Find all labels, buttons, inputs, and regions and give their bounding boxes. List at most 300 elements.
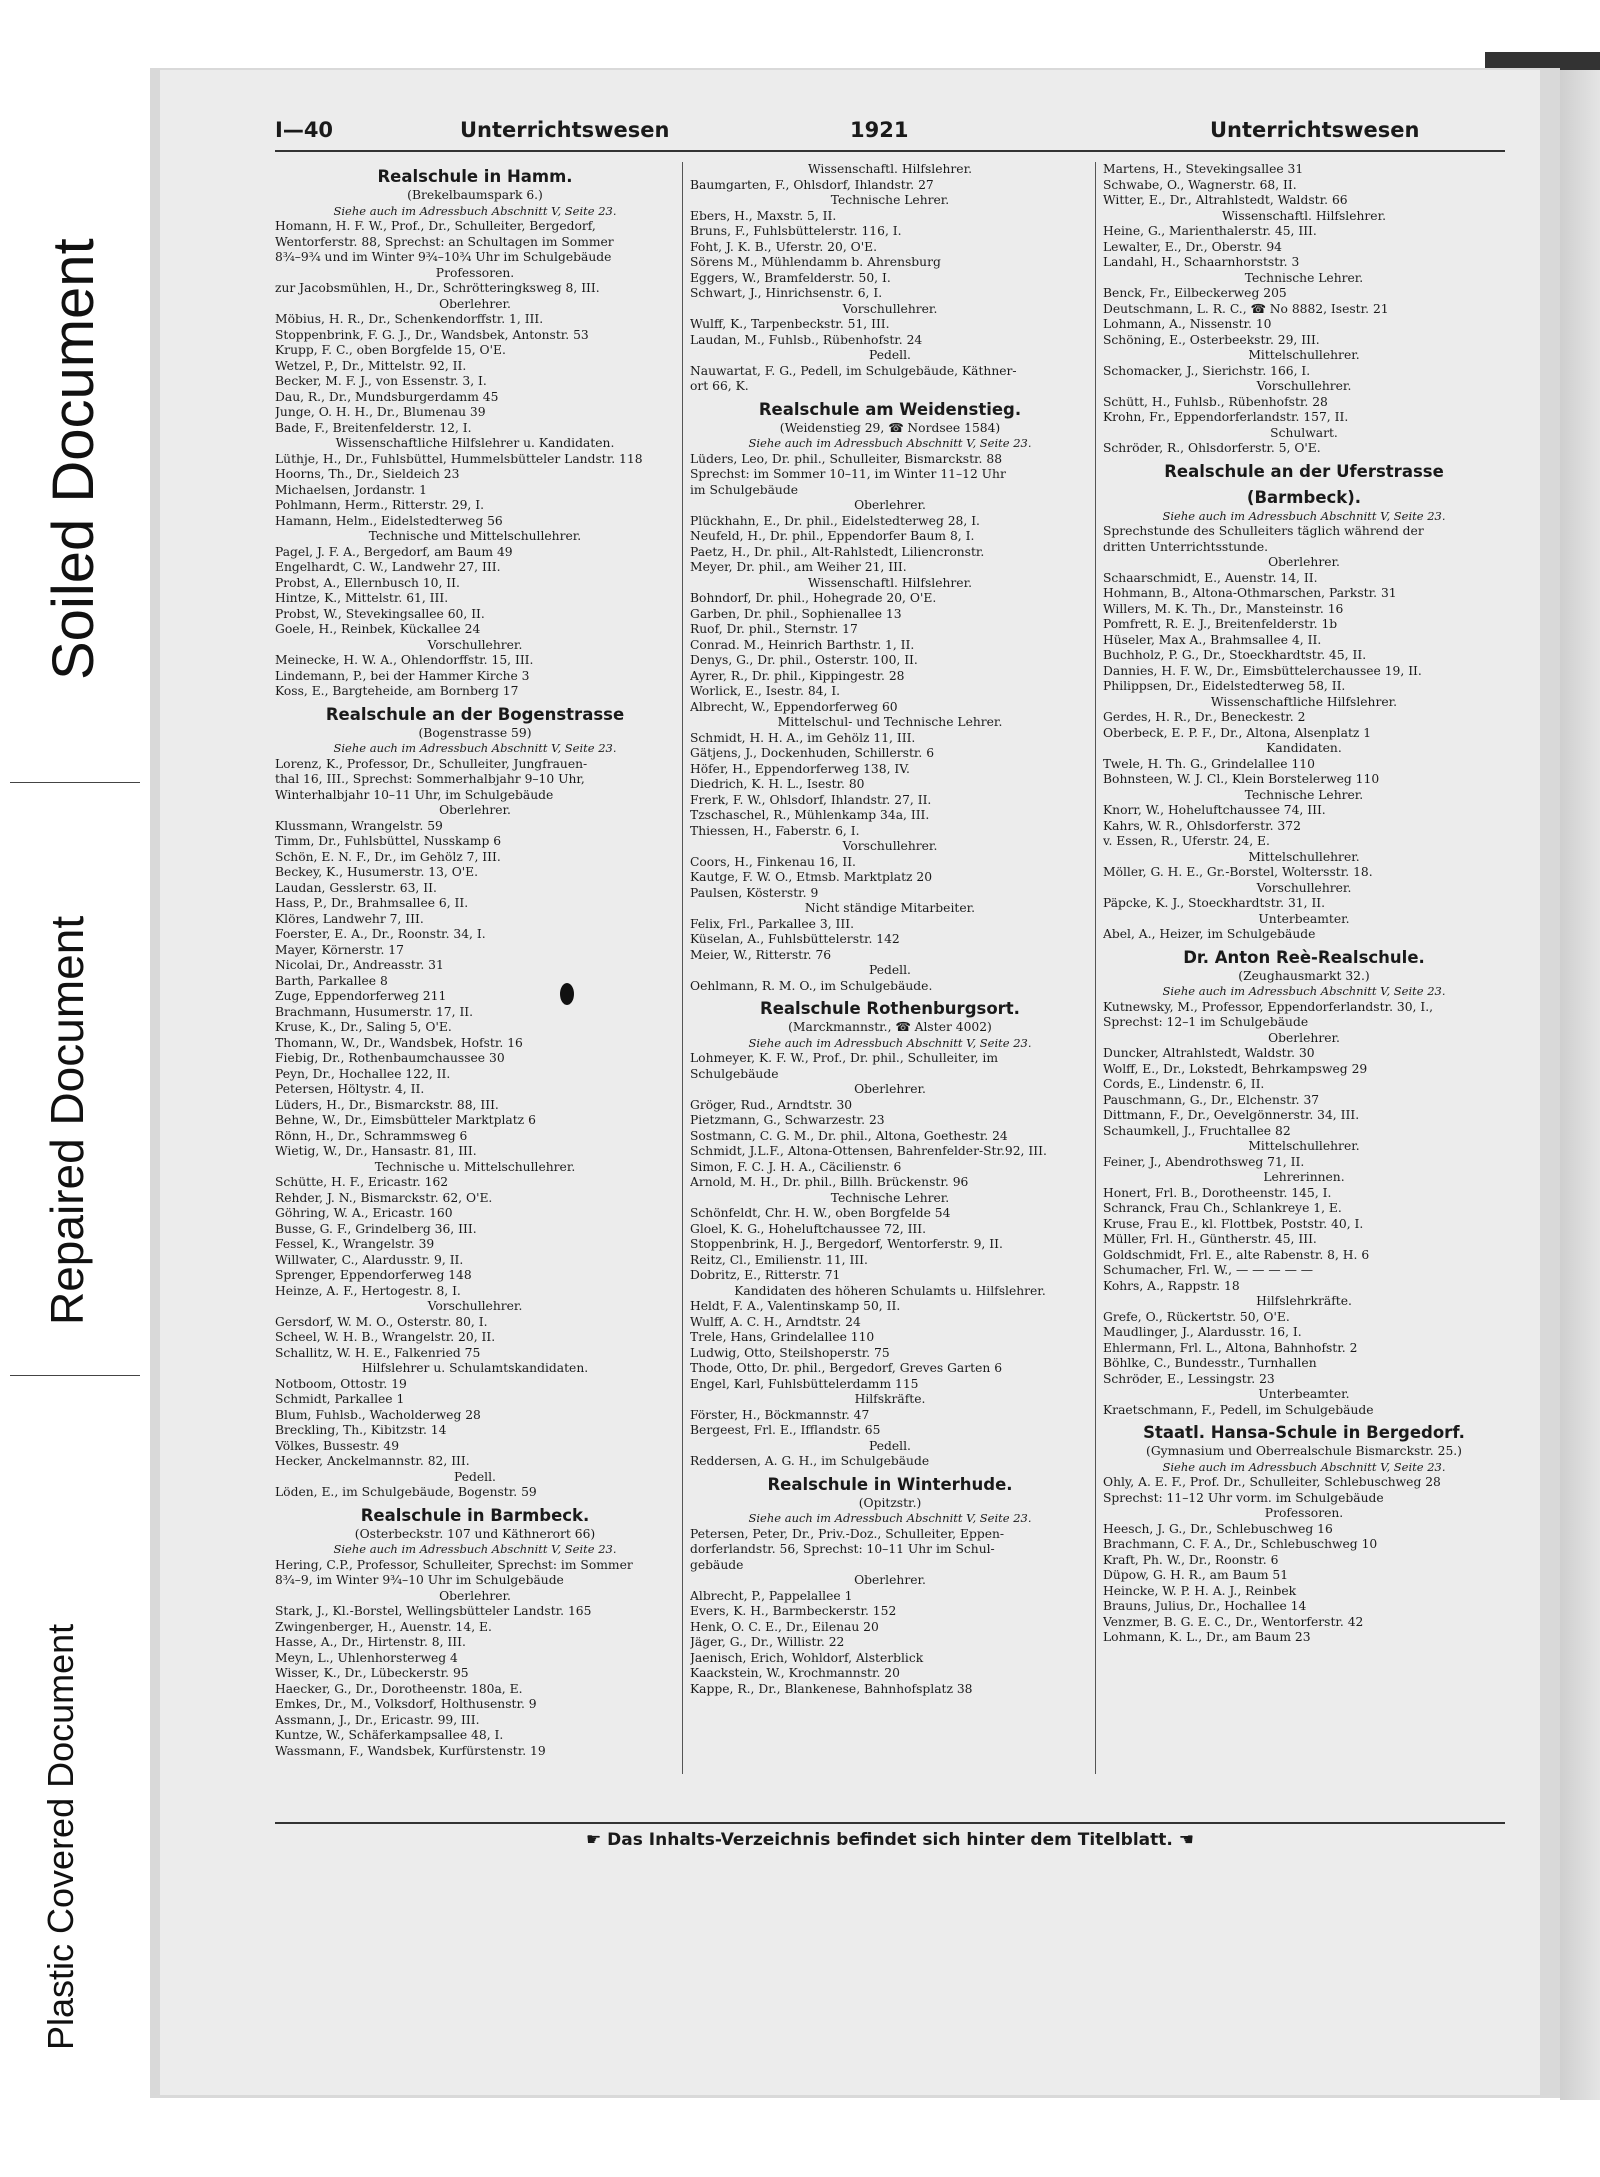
directory-entry: Schaarschmidt, E., Auenstr. 14, II. — [1103, 570, 1318, 585]
directory-entry: Wietig, W., Dr., Hansastr. 81, III. — [275, 1144, 477, 1158]
running-title-right: Unterrichtswesen — [1210, 118, 1420, 142]
directory-entry: Behne, W., Dr., Eimsbütteler Marktplatz 6 — [275, 1113, 536, 1127]
directory-entry: Lewalter, E., Dr., Oberstr. 94 — [1103, 239, 1282, 254]
directory-entry: Schranck, Frau Ch., Schlankreye 1, E. — [1103, 1201, 1342, 1215]
directory-entry: Witter, E., Dr., Altrahlstedt, Waldstr. 66 — [1103, 193, 1348, 207]
category-heading: Wissenschaftl. Hilfslehrer. — [807, 162, 973, 176]
directory-entry: Krupp, F. C., oben Borgfelde 15, O'E. — [275, 343, 506, 357]
directory-entry: Stark, J., Kl.-Borstel, Wellingsbütteler Landstr. 165 — [275, 1604, 592, 1618]
directory-entry: Pietzmann, G., Schwarzestr. 23 — [690, 1113, 885, 1127]
directory-entry: Klussmann, Wrangelstr. 59 — [275, 818, 443, 833]
directory-entry: Garben, Dr. phil., Sophienallee 13 — [690, 606, 902, 621]
directory-entry: Höfer, H., Eppendorferweg 138, IV. — [690, 761, 910, 776]
section-address: (Marckmannstr., ☎ Alster 4002) — [788, 1020, 992, 1034]
directory-entry: Klöres, Landwehr 7, III. — [275, 911, 424, 926]
running-head — [275, 112, 1505, 152]
directory-entry: Kautge, F. W. O., Etmsb. Marktplatz 20 — [690, 870, 933, 884]
directory-entry: Düpow, G. H. R., am Baum 51 — [1103, 1568, 1289, 1582]
category-heading: Wissenschaftliche Hilfslehrer. — [1210, 694, 1398, 709]
plastic-covered-document-label: Plastic Covered Document — [40, 1623, 81, 2050]
directory-entry: Kruse, K., Dr., Saling 5, O'E. — [275, 1020, 452, 1034]
directory-entry: Lüthje, H., Dr., Fuhlsbüttel, Hummelsbütteler Landstr. 118 — [275, 451, 643, 466]
directory-entry: Willers, M. K. Th., Dr., Mansteinstr. 16 — [1103, 601, 1344, 616]
directory-entry: Lorenz, K., Professor, Dr., Schulleiter, Jungfrauen- — [275, 756, 588, 771]
directory-entry: Rönn, H., Dr., Schrammsweg 6 — [275, 1128, 468, 1143]
category-heading: Unterbeamter. — [1258, 1387, 1350, 1401]
directory-entry: Wentorferstr. 88, Sprechst: an Schultagen im Sommer — [275, 234, 614, 249]
section-heading: (Barmbeck). — [1246, 487, 1362, 507]
category-heading: Pedell. — [869, 963, 911, 977]
directory-entry: 8¾–9¾ und im Winter 9¾–10¾ Uhr im Schulgebäude — [275, 250, 612, 264]
directory-entry: Ohly, A. E. F., Prof. Dr., Schulleiter, Schlebuschweg 28 — [1103, 1475, 1441, 1489]
directory-entry: Schröder, R., Ohlsdorferstr. 5, O'E. — [1103, 441, 1321, 455]
directory-entry: Heine, G., Marienthalerstr. 45, III. — [1103, 224, 1317, 238]
directory-entry: Fessel, K., Wrangelstr. 39 — [275, 1237, 435, 1251]
directory-entry: Probst, A., Ellernbusch 10, II. — [275, 575, 460, 590]
directory-page — [160, 70, 1540, 2095]
directory-entry: Assmann, J., Dr., Ericastr. 99, III. — [275, 1712, 480, 1727]
directory-entry: dritten Unterrichtsstunde. — [1103, 539, 1269, 554]
directory-entry: Reitz, Cl., Emilienstr. 11, III. — [690, 1252, 868, 1267]
category-heading: Mittelschullehrer. — [1248, 849, 1360, 864]
directory-entry: Engel, Karl, Fuhlsbüttelerdamm 115 — [690, 1376, 919, 1391]
directory-entry: Meinecke, H. W. A., Ohlendorffstr. 15, III. — [275, 653, 534, 667]
directory-entry: Brachmann, C. F. A., Dr., Schlebuschweg 10 — [1103, 1537, 1378, 1551]
directory-entry: Meier, W., Ritterstr. 76 — [690, 947, 832, 962]
directory-entry: Haecker, G., Dr., Dorotheenstr. 180a, E. — [275, 1681, 523, 1696]
directory-entry: Hass, P., Dr., Brahmsallee 6, II. — [275, 896, 469, 910]
section-address: (Gymnasium und Oberrealschule Bismarckstr. 25.) — [1146, 1444, 1462, 1458]
directory-entry: Lohmeyer, K. F. W., Prof., Dr. phil., Schulleiter, im — [690, 1051, 999, 1065]
directory-entry: Becker, M. F. J., von Essenstr. 3, I. — [275, 374, 487, 388]
directory-entry: Kaackstein, W., Krochmannstr. 20 — [690, 1666, 900, 1680]
directory-entry: Möbius, H. R., Dr., Schenkendorffstr. 1, III. — [275, 312, 544, 326]
directory-entry: Goldschmidt, Frl. E., alte Rabenstr. 8, H. 6 — [1103, 1247, 1370, 1262]
reference-note: Siehe auch im Adressbuch Abschnitt V, Seite 23. — [1162, 508, 1446, 523]
directory-entry: Schwart, J., Hinrichsenstr. 6, I. — [690, 286, 883, 300]
directory-entry: Lohmann, A., Nissenstr. 10 — [1103, 317, 1272, 331]
category-heading: Technische Lehrer. — [830, 193, 950, 207]
category-heading: Wissenschaftliche Hilfslehrer u. Kandidaten. — [335, 436, 615, 450]
directory-entry: Löden, E., im Schulgebäude, Bogenstr. 59 — [275, 1485, 537, 1499]
column-3 — [1103, 162, 1505, 1646]
ink-blot — [560, 983, 574, 1005]
directory-entry: Wulff, A. C. H., Arndtstr. 24 — [690, 1314, 861, 1329]
directory-entry: Sprechst: 12–1 im Schulgebäude — [1103, 1015, 1309, 1029]
directory-entry: Grefe, O., Rückertstr. 50, O'E. — [1103, 1309, 1290, 1324]
directory-entry: Lüders, H., Dr., Bismarckstr. 88, III. — [275, 1097, 499, 1112]
directory-entry: Thode, Otto, Dr. phil., Bergedorf, Greves Garten 6 — [690, 1361, 1003, 1375]
directory-entry: Probst, W., Stevekingsallee 60, II. — [275, 606, 485, 621]
directory-entry: Bruns, F., Fuhlsbüttelerstr. 116, I. — [690, 224, 902, 238]
category-heading: Wissenschaftl. Hilfslehrer. — [807, 575, 973, 590]
directory-entry: Hecker, Anckelmannstr. 82, III. — [275, 1454, 470, 1468]
directory-entry: Thiessen, H., Faberstr. 6, I. — [690, 823, 860, 838]
directory-entry: Schönfeldt, Chr. H. W., oben Borgfelde 54 — [690, 1206, 951, 1220]
directory-entry: Schulgebäude — [690, 1066, 779, 1081]
directory-entry: Barth, Parkallee 8 — [275, 973, 388, 988]
category-heading: Technische Lehrer. — [1244, 787, 1364, 802]
directory-entry: Schallitz, W. H. E., Falkenried 75 — [275, 1345, 481, 1360]
category-heading: Oberlehrer. — [439, 803, 511, 817]
directory-entry: Landahl, H., Schaarnhorststr. 3 — [1103, 255, 1300, 269]
directory-entry: Koss, E., Bargteheide, am Bornberg 17 — [275, 684, 519, 698]
directory-entry: Schröder, E., Lessingstr. 23 — [1103, 1371, 1275, 1386]
directory-entry: Nicolai, Dr., Andreasstr. 31 — [275, 958, 444, 972]
directory-entry: Schmidt, J.L.F., Altona-Ottensen, Bahrenfelder-Str.92, III. — [690, 1144, 1047, 1158]
directory-entry: Tzschaschel, R., Mühlenkamp 34a, III. — [690, 808, 930, 822]
directory-entry: Ruof, Dr. phil., Sternstr. 17 — [690, 622, 858, 636]
directory-entry: Dau, R., Dr., Mundsburgerdamm 45 — [275, 389, 499, 404]
category-heading: Oberlehrer. — [854, 1082, 926, 1096]
directory-entry: Kohrs, A., Rappstr. 18 — [1103, 1278, 1240, 1293]
category-heading: Technische Lehrer. — [830, 1190, 950, 1205]
category-heading: Vorschullehrer. — [427, 1299, 523, 1313]
running-title-left: Unterrichtswesen — [460, 118, 670, 142]
section-heading: Staatl. Hansa-Schule in Bergedorf. — [1143, 1423, 1465, 1442]
category-heading: Kandidaten. — [1266, 741, 1342, 755]
directory-entry: Pauschmann, G., Dr., Elchenstr. 37 — [1103, 1092, 1320, 1107]
directory-entry: Junge, O. H. H., Dr., Blumenau 39 — [275, 405, 486, 419]
directory-entry: Honert, Frl. B., Dorotheenstr. 145, I. — [1103, 1185, 1332, 1200]
section-address: (Brekelbaumspark 6.) — [407, 188, 543, 202]
directory-entry: Evers, K. H., Barmbeckerstr. 152 — [690, 1604, 897, 1618]
directory-entry: Twele, H. Th. G., Grindelallee 110 — [1103, 756, 1315, 771]
directory-entry: Thomann, W., Dr., Wandsbek, Hofstr. 16 — [275, 1035, 523, 1050]
category-heading: Nicht ständige Mitarbeiter. — [804, 901, 976, 915]
category-heading: Vorschullehrer. — [842, 839, 938, 853]
directory-entry: Paulsen, Kösterstr. 9 — [690, 885, 819, 900]
directory-entry: zur Jacobsmühlen, H., Dr., Schrötteringksweg 8, III. — [275, 281, 600, 295]
section-address: (Zeughausmarkt 32.) — [1238, 968, 1370, 983]
directory-entry: Rehder, J. N., Bismarckstr. 62, O'E. — [275, 1190, 493, 1205]
directory-entry: Sörens M., Mühlendamm b. Ahrensburg — [690, 255, 941, 269]
directory-entry: Kutnewsky, M., Professor, Eppendorferlandstr. 30, I., — [1103, 999, 1434, 1014]
directory-entry: Reddersen, A. G. H., im Schulgebäude — [690, 1454, 930, 1468]
directory-entry: Trele, Hans, Grindelallee 110 — [690, 1330, 875, 1344]
reference-note: Siehe auch im Adressbuch Abschnitt V, Seite 23. — [333, 203, 617, 218]
directory-entry: Peyn, Dr., Hochallee 122, II. — [275, 1066, 451, 1081]
directory-entry: Breckling, Th., Kibitzstr. 14 — [275, 1423, 447, 1437]
directory-entry: Knorr, W., Hoheluftchaussee 74, III. — [1103, 803, 1326, 817]
directory-entry: Eggers, W., Bramfelderstr. 50, I. — [690, 270, 891, 285]
directory-entry: dorferlandstr. 56, Sprechst: 10–11 Uhr im Schul- — [690, 1542, 995, 1556]
directory-entry: Kappe, R., Dr., Blankenese, Bahnhofsplatz 38 — [690, 1681, 973, 1696]
directory-entry: Brauns, Julius, Dr., Hochallee 14 — [1103, 1599, 1307, 1613]
category-heading: Mittelschullehrer. — [1248, 348, 1360, 362]
directory-entry: Schwabe, O., Wagnerstr. 68, II. — [1103, 177, 1297, 192]
year: 1921 — [850, 118, 909, 142]
directory-entry: Duncker, Altrahlstedt, Waldstr. 30 — [1103, 1046, 1315, 1060]
category-heading: Schulwart. — [1270, 425, 1338, 440]
section-address: (Osterbeckstr. 107 und Käthnerort 66) — [354, 1526, 596, 1541]
reference-note: Siehe auch im Adressbuch Abschnitt V, Seite 23. — [333, 1542, 617, 1556]
directory-entry: Schön, E. N. F., Dr., im Gehölz 7, III. — [275, 849, 501, 864]
directory-entry: Wisser, K., Dr., Lübeckerstr. 95 — [275, 1666, 469, 1680]
directory-entry: Worlick, E., Isestr. 84, I. — [690, 684, 841, 698]
directory-entry: Wetzel, P., Dr., Mittelstr. 92, II. — [275, 358, 467, 373]
directory-entry: Hering, C.P., Professor, Schulleiter, Sprechst: im Sommer — [275, 1557, 633, 1572]
directory-entry: Krohn, Fr., Eppendorferlandstr. 157, II. — [1103, 410, 1349, 424]
directory-entry: 8¾–9, im Winter 9¾–10 Uhr im Schulgebäude — [275, 1573, 564, 1587]
directory-entry: Böhlke, C., Bundesstr., Turnhallen — [1103, 1356, 1317, 1370]
directory-entry: Foerster, E. A., Dr., Roonstr. 34, I. — [275, 927, 486, 941]
directory-entry: ort 66, K. — [690, 379, 749, 393]
label-separator — [10, 1375, 140, 1376]
directory-entry: Oberbeck, E. P. F., Dr., Altona, Alsenplatz 1 — [1103, 725, 1372, 740]
directory-entry: Timm, Dr., Fuhlsbüttel, Nusskamp 6 — [275, 834, 502, 848]
directory-entry: Feiner, J., Abendrothsweg 71, II. — [1103, 1154, 1305, 1169]
category-heading: Professoren. — [1264, 1506, 1344, 1520]
category-heading: Oberlehrer. — [439, 296, 511, 311]
directory-entry: Bergeest, Frl. E., Ifflandstr. 65 — [690, 1423, 881, 1437]
directory-entry: Sprechst: 11–12 Uhr vorm. im Schulgebäude — [1103, 1490, 1384, 1505]
directory-entry: Denys, G., Dr. phil., Osterstr. 100, II. — [690, 653, 918, 667]
directory-entry: Philippsen, Dr., Eidelstedterweg 58, II. — [1103, 679, 1346, 693]
directory-entry: Buchholz, P. G., Dr., Stoeckhardtstr. 45, II. — [1103, 648, 1367, 662]
directory-entry: Sprechst: im Sommer 10–11, im Winter 11–12 Uhr — [690, 467, 1006, 481]
directory-entry: Pohlmann, Herm., Ritterstr. 29, I. — [275, 498, 485, 512]
directory-entry: Heincke, W. P. H. A. J., Reinbek — [1103, 1583, 1297, 1598]
directory-entry: Ebers, H., Maxstr. 5, II. — [690, 208, 837, 223]
directory-entry: Hamann, Helm., Eidelstedterweg 56 — [275, 513, 503, 528]
directory-entry: Jäger, G., Dr., Willistr. 22 — [690, 1635, 845, 1649]
category-heading: Pedell. — [869, 1438, 911, 1453]
category-heading: Wissenschaftl. Hilfslehrer. — [1221, 208, 1387, 223]
directory-entry: Albrecht, W., Eppendorferweg 60 — [690, 699, 898, 714]
reference-note: Siehe auch im Adressbuch Abschnitt V, Seite 23. — [1162, 1459, 1446, 1474]
category-heading: Oberlehrer. — [1268, 1030, 1340, 1045]
section-heading: Dr. Anton Reè-Realschule. — [1183, 947, 1425, 967]
section-heading: Realschule am Weidenstieg. — [758, 399, 1022, 419]
directory-entry: Benck, Fr., Eilbeckerweg 205 — [1103, 286, 1287, 300]
directory-entry: Bade, F., Breitenfelderstr. 12, I. — [275, 420, 472, 435]
directory-entry: im Schulgebäude — [690, 482, 799, 497]
directory-entry: Schmidt, H. H. A., im Gehölz 11, III. — [690, 730, 916, 745]
category-heading: Pedell. — [869, 348, 911, 362]
directory-entry: Felix, Frl., Parkallee 3, III. — [690, 916, 854, 931]
directory-entry: Brachmann, Husumerstr. 17, II. — [275, 1004, 474, 1019]
directory-entry: Nauwartat, F. G., Pedell, im Schulgebäude, Käthner- — [690, 363, 1017, 378]
directory-entry: Sprenger, Eppendorferweg 148 — [275, 1268, 472, 1282]
directory-entry: Schaumkell, J., Fruchtallee 82 — [1103, 1123, 1291, 1138]
directory-entry: Ayrer, R., Dr. phil., Kippingestr. 28 — [690, 668, 905, 683]
directory-entry: Möller, G. H. E., Gr.-Borstel, Woltersstr. 18. — [1103, 865, 1373, 879]
directory-entry: Arnold, M. H., Dr. phil., Billh. Brückenstr. 96 — [690, 1175, 969, 1189]
directory-entry: Hohmann, B., Altona-Othmarschen, Parkstr. 31 — [1103, 586, 1397, 600]
directory-entry: Hasse, A., Dr., Hirtenstr. 8, III. — [275, 1635, 466, 1649]
category-heading: Mittelschullehrer. — [1248, 1139, 1360, 1153]
reference-note: Siehe auch im Adressbuch Abschnitt V, Seite 23. — [748, 436, 1032, 450]
directory-entry: Diedrich, K. H. L., Isestr. 80 — [690, 777, 865, 791]
directory-entry: Gloel, K. G., Hoheluftchaussee 72, III. — [690, 1221, 927, 1236]
directory-entry: Emkes, Dr., M., Volksdorf, Holthusenstr. 9 — [275, 1697, 537, 1711]
category-heading: Vorschullehrer. — [1256, 880, 1352, 895]
directory-entry: Scheel, W. H. B., Wrangelstr. 20, II. — [275, 1330, 496, 1344]
directory-entry: Lindemann, P., bei der Hammer Kirche 3 — [275, 668, 530, 683]
category-heading: Mittelschul- und Technische Lehrer. — [777, 715, 1003, 729]
directory-entry: Jaenisch, Erich, Wohldorf, Alsterblick — [690, 1650, 924, 1665]
directory-entry: Heldt, F. A., Valentinskamp 50, II. — [690, 1299, 901, 1313]
directory-entry: Gersdorf, W. M. O., Osterstr. 80, I. — [275, 1314, 488, 1329]
directory-entry: Albrecht, P., Pappelallee 1 — [690, 1588, 853, 1603]
category-heading: Technische u. Mittelschullehrer. — [374, 1159, 576, 1174]
directory-entry: Wassmann, F., Wandsbek, Kurfürstenstr. 19 — [275, 1743, 546, 1758]
section-heading: Realschule in Hamm. — [377, 167, 573, 186]
directory-entry: Maudlinger, J., Alardusstr. 16, I. — [1103, 1325, 1302, 1339]
directory-entry: Laudan, M., Fuhlsb., Rübenhofstr. 24 — [690, 332, 923, 347]
directory-entry: Lüders, Leo, Dr. phil., Schulleiter, Bismarckstr. 88 — [690, 451, 1003, 466]
page-number: I—40 — [275, 118, 334, 142]
category-heading: Vorschullehrer. — [427, 637, 523, 652]
directory-entry: Pomfrett, R. E. J., Breitenfelderstr. 1b — [1103, 617, 1338, 631]
repaired-document-label: Repaired Document — [41, 915, 93, 1325]
directory-entry: Kraetschmann, F., Pedell, im Schulgebäude — [1103, 1402, 1374, 1417]
section-heading: Realschule an der Uferstrasse — [1164, 461, 1444, 481]
directory-entry: Bohndorf, Dr. phil., Hohegrade 20, O'E. — [690, 591, 937, 605]
directory-entry: Schomacker, J., Sierichstr. 166, I. — [1103, 363, 1311, 378]
section-heading: Realschule in Winterhude. — [767, 1474, 1013, 1494]
directory-entry: Simon, F. C. J. H. A., Cäcilienstr. 6 — [690, 1159, 902, 1174]
category-heading: Unterbeamter. — [1258, 911, 1350, 926]
directory-entry: v. Essen, R., Uferstr. 24, E. — [1103, 834, 1270, 848]
category-heading: Oberlehrer. — [439, 1588, 511, 1603]
directory-entry: Göhring, W. A., Ericastr. 160 — [275, 1206, 453, 1220]
directory-entry: Dobritz, E., Ritterstr. 71 — [690, 1268, 841, 1282]
directory-entry: Frerk, F. W., Ohlsdorf, Ihlandstr. 27, II. — [690, 792, 932, 807]
column-1 — [275, 162, 675, 1759]
category-heading: Hilfslehrer u. Schulamtskandidaten. — [361, 1361, 589, 1375]
directory-entry: Schumacher, Frl. W., — — — — — — [1103, 1263, 1314, 1277]
category-heading: Kandidaten des höheren Schulamts u. Hilfslehrer. — [734, 1283, 1046, 1298]
directory-entry: Blum, Fuhlsb., Wacholderweg 28 — [275, 1407, 481, 1422]
directory-entry: Foht, J. K. B., Uferstr. 20, O'E. — [690, 239, 877, 254]
directory-entry: Küselan, A., Fuhlsbüttelerstr. 142 — [690, 932, 900, 946]
category-heading: Professoren. — [435, 265, 515, 280]
directory-entry: Gätjens, J., Dockenhuden, Schillerstr. 6 — [690, 746, 935, 760]
directory-entry: Dannies, H. F. W., Dr., Eimsbüttelerchaussee 19, II. — [1103, 663, 1422, 678]
directory-entry: Neufeld, H., Dr. phil., Eppendorfer Baum 8, I. — [690, 529, 975, 543]
directory-entry: Fiebig, Dr., Rothenbaumchaussee 30 — [275, 1051, 505, 1065]
directory-entry: Völkes, Bussestr. 49 — [275, 1438, 400, 1453]
directory-entry: Cords, E., Lindenstr. 6, II. — [1103, 1077, 1265, 1091]
directory-entry: Dittmann, F., Dr., Oevelgönnerstr. 34, III. — [1103, 1108, 1360, 1122]
directory-entry: Schütt, H., Fuhlsb., Rübenhofstr. 28 — [1103, 394, 1328, 409]
column-rule — [1095, 162, 1096, 1774]
binding-edge — [1560, 70, 1600, 2100]
directory-entry: Zwingenberger, H., Auenstr. 14, E. — [275, 1619, 492, 1634]
directory-entry: Gröger, Rud., Arndtstr. 30 — [690, 1097, 853, 1112]
reference-note: Siehe auch im Adressbuch Abschnitt V, Seite 23. — [333, 741, 617, 755]
directory-entry: Busse, G. F., Grindelberg 36, III. — [275, 1221, 477, 1236]
category-heading: Oberlehrer. — [854, 1573, 926, 1587]
directory-entry: Engelhardt, C. W., Landwehr 27, III. — [275, 560, 501, 574]
directory-entry: Heesch, J. G., Dr., Schlebuschweg 16 — [1103, 1521, 1333, 1536]
directory-entry: Willwater, C., Alardusstr. 9, II. — [275, 1252, 464, 1267]
directory-entry: Homann, H. F. W., Prof., Dr., Schulleiter, Bergedorf, — [275, 219, 596, 233]
directory-entry: Bohnsteen, W. J. Cl., Klein Borstelerweg 110 — [1103, 772, 1380, 786]
section-address: (Weidenstieg 29, ☎ Nordsee 1584) — [779, 420, 1001, 435]
directory-entry: Mayer, Körnerstr. 17 — [275, 942, 404, 957]
directory-entry: Lohmann, K. L., Dr., am Baum 23 — [1103, 1630, 1311, 1644]
directory-entry: Kuntze, W., Schäferkampsallee 48, I. — [275, 1728, 504, 1742]
directory-entry: Zuge, Eppendorferweg 211 — [275, 989, 447, 1003]
directory-entry: Schmidt, Parkallee 1 — [275, 1392, 405, 1406]
directory-entry: Laudan, Gesslerstr. 63, II. — [275, 880, 437, 895]
label-separator — [10, 782, 140, 783]
category-heading: Technische Lehrer. — [1244, 270, 1364, 285]
directory-entry: Wulff, K., Tarpenbeckstr. 51, III. — [690, 317, 890, 331]
category-heading: Technische und Mittelschullehrer. — [368, 529, 582, 543]
directory-entry: gebäude — [690, 1557, 744, 1572]
directory-entry: Sprechstunde des Schulleiters täglich während der — [1103, 524, 1424, 538]
directory-entry: Kruse, Frau E., kl. Flottbek, Poststr. 40, I. — [1103, 1216, 1364, 1231]
directory-entry: Sostmann, C. G. M., Dr. phil., Altona, Goethestr. 24 — [690, 1128, 1008, 1143]
directory-entry: Goele, H., Reinbek, Kückallee 24 — [275, 622, 481, 636]
reference-note: Siehe auch im Adressbuch Abschnitt V, Seite 23. — [1162, 984, 1446, 998]
directory-entry: Deutschmann, L. R. C., ☎ No 8882, Isestr. 21 — [1103, 301, 1389, 316]
directory-entry: Wolff, E., Dr., Lokstedt, Behrkampsweg 29 — [1103, 1061, 1368, 1076]
directory-entry: Förster, H., Böckmannstr. 47 — [690, 1407, 870, 1422]
directory-entry: Päpcke, K. J., Stoeckhardtstr. 31, II. — [1103, 896, 1326, 910]
column-2 — [690, 162, 1090, 1697]
directory-entry: Kahrs, W. R., Ohlsdorferstr. 372 — [1103, 818, 1301, 833]
section-address: (Bogenstrasse 59) — [418, 725, 532, 740]
directory-entry: Venzmer, B. G. E. C., Dr., Wentorferstr. 42 — [1103, 1614, 1364, 1629]
directory-entry: Winterhalbjahr 10–11 Uhr, im Schulgebäude — [275, 787, 554, 802]
directory-entry: Oehlmann, R. M. O., im Schulgebäude. — [690, 978, 933, 993]
footer-note: ☛ Das Inhalts-Verzeichnis befindet sich hinter dem Titelblatt. ☚ — [586, 1830, 1194, 1850]
directory-entry: Ludwig, Otto, Steilshoperstr. 75 — [690, 1345, 890, 1360]
directory-entry: Petersen, Höltystr. 4, II. — [275, 1082, 425, 1096]
section-heading: Realschule an der Bogenstrasse — [325, 704, 625, 724]
directory-entry: Paetz, H., Dr. phil., Alt-Rahlstedt, Liliencronstr. — [690, 544, 985, 559]
directory-entry: Conrad. M., Heinrich Barthstr. 1, II. — [690, 637, 915, 652]
directory-entry: Hintze, K., Mittelstr. 61, III. — [275, 591, 449, 605]
directory-entry: Ehlermann, Frl. L., Altona, Bahnhofstr. 2 — [1103, 1340, 1358, 1355]
category-heading: Oberlehrer. — [1268, 555, 1340, 569]
directory-entry: Petersen, Peter, Dr., Priv.-Doz., Schulleiter, Eppen- — [690, 1526, 1005, 1541]
directory-entry: Stoppenbrink, H. J., Bergedorf, Wentorferstr. 9, II. — [690, 1237, 1003, 1251]
reference-note: Siehe auch im Adressbuch Abschnitt V, Seite 23. — [748, 1035, 1032, 1050]
category-heading: Hilfskräfte. — [854, 1392, 926, 1406]
section-heading: Realschule in Barmbeck. — [360, 1505, 590, 1525]
category-heading: Vorschullehrer. — [842, 301, 938, 316]
directory-entry: Abel, A., Heizer, im Schulgebäude — [1103, 927, 1316, 941]
directory-entry: Plückhahn, E., Dr. phil., Eidelstedterweg 28, I. — [690, 513, 980, 528]
directory-entry: Notboom, Ottostr. 19 — [275, 1376, 407, 1391]
directory-entry: Henk, O. C. E., Dr., Eilenau 20 — [690, 1619, 879, 1634]
column-rule — [682, 162, 683, 1774]
soiled-document-label: Soiled Document — [41, 238, 106, 680]
directory-entry: Pagel, J. F. A., Bergedorf, am Baum 49 — [275, 544, 513, 559]
directory-entry: Hüseler, Max A., Brahmsallee 4, II. — [1103, 632, 1322, 647]
directory-entry: Müller, Frl. H., Güntherstr. 45, III. — [1103, 1232, 1317, 1246]
directory-entry: Meyer, Dr. phil., am Weiher 21, III. — [690, 560, 907, 574]
directory-entry: Heinze, A. F., Hertogestr. 8, I. — [275, 1283, 461, 1298]
directory-entry: Stoppenbrink, F. G. J., Dr., Wandsbek, Antonstr. 53 — [275, 327, 589, 342]
directory-entry: Baumgarten, F., Ohlsdorf, Ihlandstr. 27 — [690, 177, 934, 192]
category-heading: Hilfslehrkräfte. — [1256, 1294, 1352, 1308]
directory-entry: Kraft, Ph. W., Dr., Roonstr. 6 — [1103, 1552, 1279, 1567]
directory-entry: Michaelsen, Jordanstr. 1 — [275, 482, 427, 497]
section-heading: Realschule Rothenburgsort. — [760, 999, 1020, 1018]
directory-entry: Schütte, H. F., Ericastr. 162 — [275, 1175, 449, 1189]
directory-entry: Schöning, E., Osterbeekstr. 29, III. — [1103, 332, 1320, 347]
category-heading: Oberlehrer. — [854, 498, 926, 512]
category-heading: Pedell. — [454, 1469, 496, 1484]
directory-entry: thal 16, III., Sprechst: Sommerhalbjahr 9–10 Uhr, — [275, 772, 585, 786]
